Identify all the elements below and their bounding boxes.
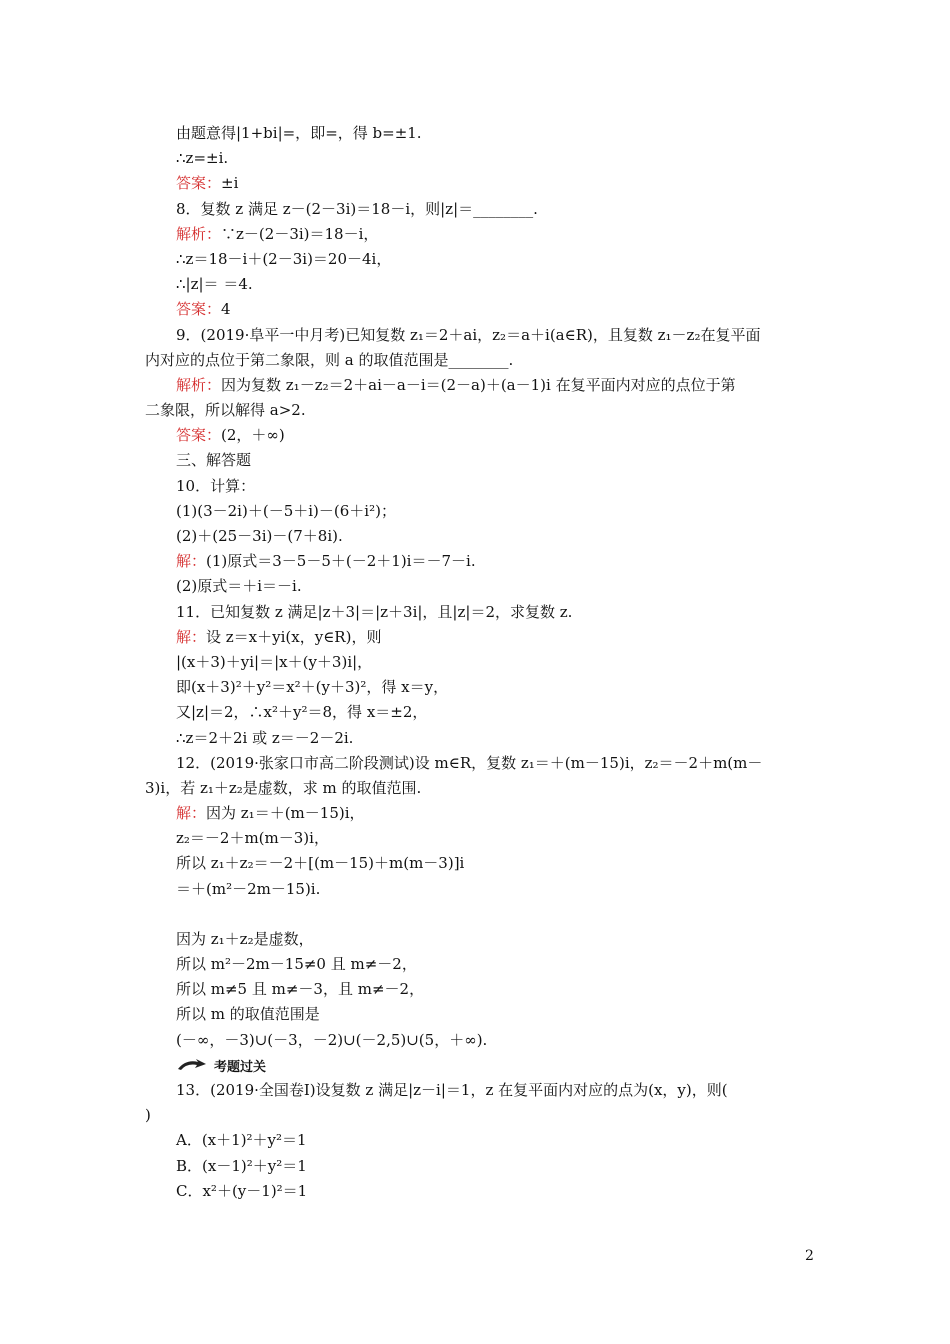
line-text: ∴z=±i.: [176, 149, 229, 168]
line-text: 即(x＋3)²＋y²＝x²＋(y＋3)²，得 x＝y，: [176, 678, 449, 697]
text-line: [145, 448, 810, 473]
answer-label: 解：: [176, 804, 207, 823]
line-text: 12．(2019·张家口市高二阶段测试)设 m∈R，复数 z₁＝＋(m－15)i，z₂＝－2＋m(m－: [176, 753, 763, 772]
text-line: [145, 600, 810, 625]
text-line: [145, 348, 810, 373]
text-line: [145, 197, 810, 222]
section-heading: [145, 1053, 810, 1078]
text-line: [145, 675, 810, 700]
line-text: 3)i，若 z₁＋z₂是虚数，求 m 的取值范围.: [145, 778, 422, 797]
text-line: [145, 1028, 810, 1053]
answer-label: 解：: [176, 627, 207, 646]
line-text: ∴|z|＝ ＝4.: [176, 275, 253, 294]
text-line: [145, 877, 810, 902]
text-line: [145, 826, 810, 851]
line-text: (2)＋(25－3i)－(7＋8i).: [176, 527, 343, 545]
line-text: 三、解答题: [176, 451, 252, 470]
text-line: [145, 801, 810, 826]
line-text: 二象限，所以解得 a>2.: [145, 401, 306, 420]
line-text: 内对应的点位于第二象限，则 a 的取值范围是________.: [145, 350, 514, 369]
text-line: [145, 171, 810, 196]
text-line: [145, 1103, 810, 1128]
line-text: 8．复数 z 满足 z－(2－3i)＝18－i，则|z|＝________.: [176, 199, 538, 218]
line-text: 13．(2019·全国卷Ⅰ)设复数 z 满足|z－i|＝1，z 在复平面内对应的点为(x，y)，则(: [176, 1080, 728, 1099]
line-text: 由题意得|1+bi|=，即=，得 b=±1.: [176, 124, 422, 142]
line-text: 设 z＝x＋yi(x，y∈R)，则: [206, 627, 382, 646]
text-line: [145, 751, 810, 776]
line-text: (2，＋∞): [221, 426, 285, 445]
text-line: [145, 121, 810, 146]
line-text: ＝＋(m²－2m－15)i.: [176, 879, 321, 898]
text-line: [145, 574, 810, 599]
answer-label: 解析：: [176, 375, 222, 394]
text-line: [145, 851, 810, 876]
text-line: [145, 650, 810, 675]
line-text: 所以 z₁＋z₂＝－2＋[(m－15)＋m(m－3)]i: [176, 854, 465, 873]
line-text: |(x＋3)＋yi|＝|x＋(y＋3)i|，: [176, 652, 373, 671]
text-line: [145, 952, 810, 977]
text-line: [145, 1154, 810, 1179]
line-text: 11．已知复数 z 满足|z＋3|＝|z＋3i|，且|z|＝2，求复数 z.: [176, 602, 573, 621]
text-line: [145, 499, 810, 524]
line-text: ∴z＝2＋2i 或 z＝－2－2i.: [176, 728, 354, 747]
line-text: 9．(2019·阜平一中月考)已知复数 z₁＝2＋ai，z₂＝a＋i(a∈R)，且复数 z₁－z₂在复平面: [176, 325, 761, 344]
line-text: (1)原式＝3－5－5＋(－2＋1)i＝－7－i.: [206, 552, 476, 571]
answer-label: 解析：: [176, 224, 222, 243]
line-text: ): [145, 1106, 151, 1125]
line-text: B．(x－1)²＋y²＝1: [176, 1156, 307, 1175]
line-text: A．(x＋1)²＋y²＝1: [176, 1131, 307, 1150]
line-text: 所以 m 的取值范围是: [176, 1005, 320, 1024]
section-heading-text: 考题过关: [214, 1059, 267, 1075]
text-line: [145, 726, 810, 751]
text-line: [145, 776, 810, 801]
text-line: [145, 297, 810, 322]
line-text: ±i: [221, 174, 239, 193]
text-line: [145, 977, 810, 1002]
line-text: 所以 m²－2m－15≠0 且 m≠－2，: [176, 955, 417, 973]
line-text: (1)(3－2i)＋(－5＋i)－(6＋i²)；: [176, 501, 396, 520]
blank-line: [145, 902, 810, 927]
line-text: 因为 z₁＋z₂是虚数，: [176, 929, 314, 948]
text-line: [145, 474, 810, 499]
line-text: (2)原式＝＋i＝－i.: [176, 577, 302, 596]
text-line: [145, 373, 810, 398]
text-line: [145, 323, 810, 348]
text-line: [145, 1078, 810, 1103]
line-text: ∴z＝18－i＋(2－3i)＝20－4i，: [176, 249, 392, 268]
line-text: C．x²＋(y－1)²＝1: [176, 1181, 308, 1200]
line-text: (－∞，－3)∪(－3，－2)∪(－2,5)∪(5，＋∞).: [176, 1030, 488, 1049]
line-text: 因为 z₁＝＋(m－15)i，: [206, 804, 365, 823]
text-line: [145, 1002, 810, 1027]
line-text: 10．计算：: [176, 476, 256, 495]
line-text: ∵z－(2－3i)＝18－i，: [221, 224, 379, 243]
page-content: [145, 121, 810, 1204]
text-line: [145, 222, 810, 247]
line-text: 4: [221, 300, 231, 319]
text-line: [145, 927, 810, 952]
pencil-arrow-icon: [176, 1058, 210, 1072]
line-text: 所以 m≠5 且 m≠－3，且 m≠－2，: [176, 980, 425, 999]
text-line: [145, 1128, 810, 1153]
text-line: [145, 700, 810, 725]
answer-label: 答案：: [176, 174, 222, 193]
answer-label: 答案：: [176, 300, 222, 319]
text-line: [145, 423, 810, 448]
text-line: [145, 398, 810, 423]
text-line: [145, 247, 810, 272]
answer-label: 解：: [176, 552, 207, 571]
text-line: [145, 549, 810, 574]
line-text: z₂＝－2＋m(m－3)i，: [176, 829, 329, 848]
page-number: 2: [805, 1248, 814, 1264]
line-text: 因为复数 z₁－z₂＝2＋ai－a－i＝(2－a)＋(a－1)i 在复平面内对应的点位于第: [221, 375, 736, 394]
text-line: [145, 146, 810, 171]
text-line: [145, 1179, 810, 1204]
line-text: 又|z|＝2，∴x²＋y²＝8，得 x＝±2，: [176, 703, 428, 722]
text-line: [145, 625, 810, 650]
text-line: [145, 524, 810, 549]
text-line: [145, 272, 810, 297]
answer-label: 答案：: [176, 426, 222, 445]
